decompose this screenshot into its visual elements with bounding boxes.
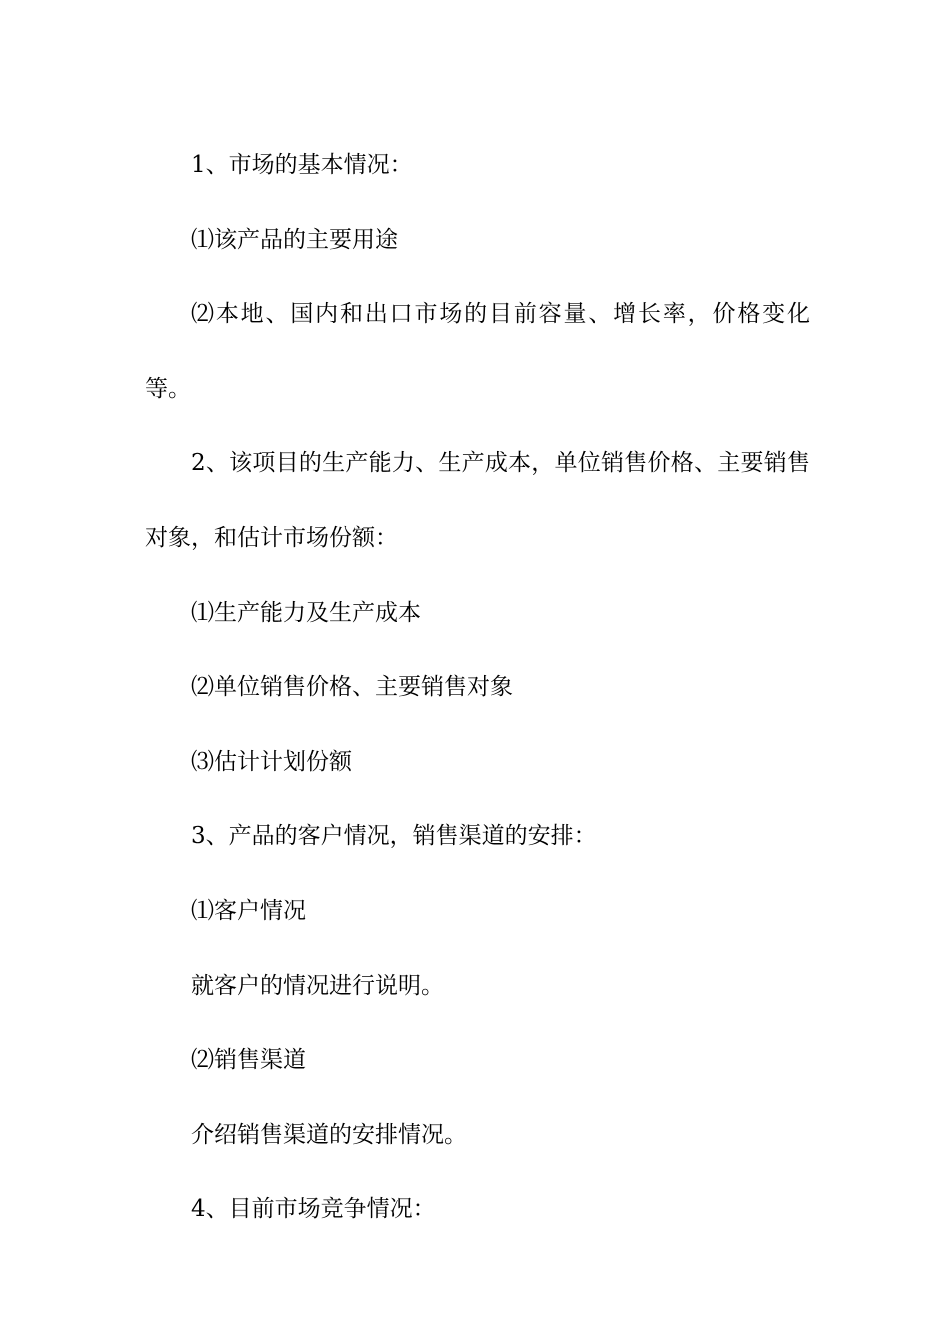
section-heading-production-capacity: 2、该项目的生产能力、生产成本，单位销售价格、主要销售对象，和估计市场份额：: [145, 450, 810, 551]
section-heading-competition: 4、目前市场竞争情况：: [191, 1196, 436, 1223]
list-item-market-share: ⑶估计计划份额: [191, 748, 352, 775]
section-heading-market-basics: 1、市场的基本情况：: [191, 152, 413, 178]
list-item-unit-price: ⑵单位销售价格、主要销售对象: [191, 674, 513, 701]
document-body: [145, 128, 810, 1247]
list-item-product-use: ⑴该产品的主要用途: [191, 226, 398, 253]
list-item-sales-channels: ⑵销售渠道: [191, 1047, 306, 1074]
section-heading-customers-channels: 3、产品的客户情况，销售渠道的安排：: [191, 823, 597, 850]
body-text-customers: 就客户的情况进行说明。: [191, 972, 444, 999]
list-item-capacity-cost: ⑴生产能力及生产成本: [191, 599, 421, 626]
body-text-sales-channels: 介绍销售渠道的安排情况。: [191, 1121, 467, 1148]
list-item-customers: ⑴客户情况: [191, 897, 306, 924]
list-item-market-capacity: ⑵本地、国内和出口市场的目前容量、增长率，价格变化等。: [145, 301, 810, 402]
